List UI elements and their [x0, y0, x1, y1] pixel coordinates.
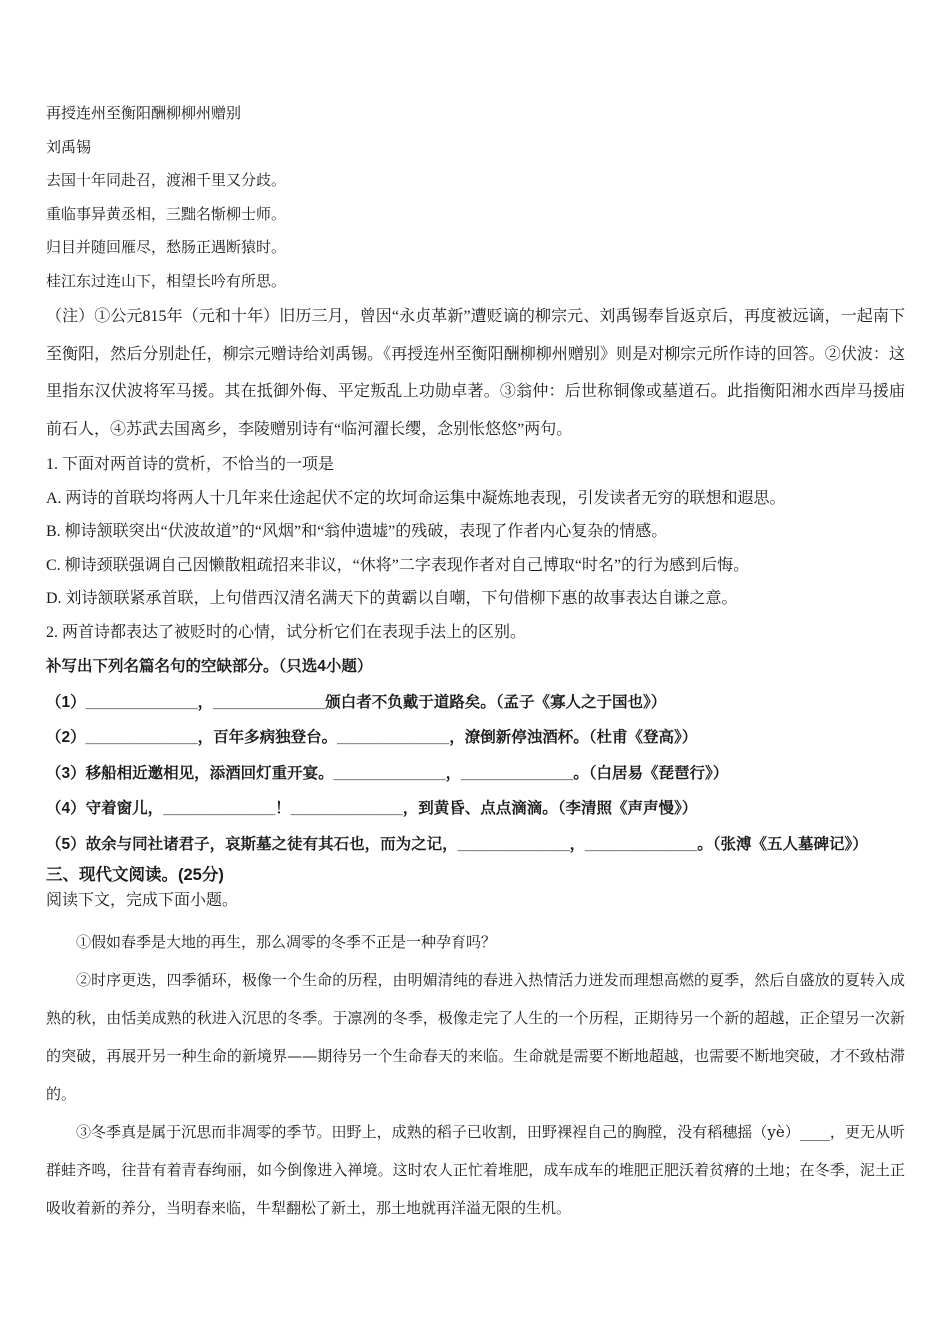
question-2: 2. 两首诗都表达了被贬时的心情，试分析它们在表现手法上的区别。 [46, 623, 527, 641]
poem-note: （注）①公元815年（元和十年）旧历三月，曾因“永贞革新”遭贬谪的柳宗元、刘禹锡奉旨返京后，再度被远谪，一起南下至衡阳，然后分别赴任，柳宗元赠诗给刘禹锡。《再授连州至衡阳酬柳柳州赠别》则是对柳宗元所作诗的回答。②伏波：这里指东汉伏波将军马援。其在抵御外侮、平定叛乱上功勋卓著。③翁仲：后世称铜像或墓道石。此指衡阳湘水西岸马援庙前石人，④苏武去国离乡，李陵赠别诗有“临河濯长缨，念别怅悠悠”两句。 [46, 308, 905, 438]
question-1-option-c: C. 柳诗颈联强调自己因懒散粗疏招来非议，“休将”二字表现作者对自己博取“时名”的行为感到后悔。 [46, 556, 750, 574]
dictation-item-3: （3）移船相近邀相见，添酒回灯重开宴。_____________，_____________。（白居易《琵琶行》） [46, 764, 729, 782]
poem-line: 重临事异黄丞相，三黜名惭柳士师。 [46, 204, 287, 223]
section-3-intro: 阅读下文，完成下面小题。 [46, 892, 239, 909]
dictation-item-1: （1）_____________，_____________颁白者不负戴于道路矣。（孟子《寡人之于国也》） [46, 693, 667, 711]
dictation-item-4: （4）守着窗儿，_____________！_____________，到黄昏、点点滴滴。（李清照《声声慢》） [46, 800, 698, 817]
passage-paragraph-2: ②时序更迭，四季循环，极像一个生命的历程，由明媚清纯的春进入热情活力迸发而理想高燃的夏季，然后自盛放的夏转入成熟的秋，由恬美成熟的秋进入沉思的冬季。于凛冽的冬季，极像走完了人生的一个历程，正期待另一个新的超越，正企望另一次新的突破，再展开另一种生命的新境界——期待另一个生命春天的来临。生命就是需要不断地超越，也需要不断地突破，才不致枯滞的。 [46, 971, 905, 1103]
question-1-option-b: B. 柳诗颔联突出“伏波故道”的“风烟”和“翁仲遗墟”的残破，表现了作者内心复杂的情感。 [46, 523, 668, 540]
dictation-item-5: （5）故余与同社诸君子，哀斯墓之徒有其石也，而为之记，_____________，_____________。（张溥《五人墓碑记》） [46, 835, 868, 853]
poem-line: 去国十年同赴召，渡湘千里又分歧。 [46, 171, 287, 189]
poem-line: 归目并随回雁尽，愁肠正遇断猿时。 [46, 238, 287, 256]
reading-passage [46, 923, 905, 1227]
section-3-header: 三、现代文阅读。(25分) [46, 866, 224, 884]
passage-paragraph-3: ③冬季真是属于沉思而非凋零的季节。田野上，成熟的稻子已收割，田野裸裎自己的胸膛，没有稻穗摇（yè）____，更无从听群蛙齐鸣，往昔有着青春绚丽，如今倒像进入禅境。这时农人正忙着堆肥，成车成车的堆肥正肥沃着贫瘠的土地；在冬季，泥土正吸收着新的养分，当明春来临，牛犁翻松了新土，那土地就再洋溢无限的生机。 [46, 1123, 905, 1217]
question-1: 1. 下面对两首诗的赏析，不恰当的一项是 [46, 456, 335, 473]
dictation-header: 补写出下列名篇名句的空缺部分。（只选4小题） [46, 658, 373, 675]
dictation-item-2: （2）_____________，百年多病独登台。_____________，潦倒新停浊酒杯。（杜甫《登高》） [46, 729, 698, 746]
poem-author: 刘禹锡 [46, 137, 92, 156]
poem-line: 桂江东过连山下，相望长吟有所思。 [46, 271, 287, 290]
question-1-option-d: D. 刘诗颔联紧承首联，上句借西汉清名满天下的黄霸以自嘲，下句借柳下惠的故事表达自谦之意。 [46, 590, 738, 607]
poem-title: 再授连州至衡阳酬柳柳州赠别 [46, 104, 242, 122]
passage-paragraph-1: ①假如春季是大地的再生，那么凋零的冬季不正是一种孕育吗？ [76, 933, 497, 951]
question-1-option-a: A. 两诗的首联均将两人十几年来仕途起伏不定的坎坷命运集中凝炼地表现，引发读者无穷的联想和遐思。 [46, 489, 786, 507]
